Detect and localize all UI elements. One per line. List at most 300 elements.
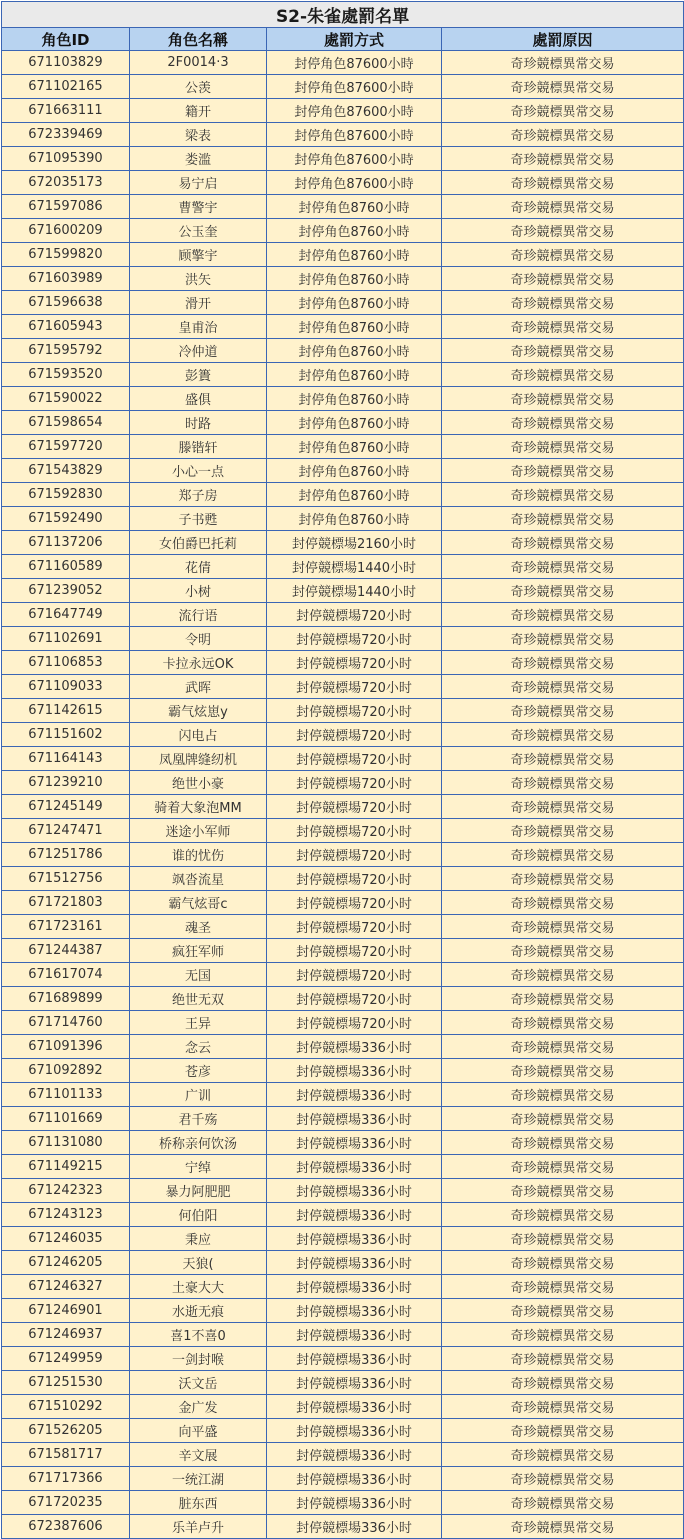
- column-header-role-name: 角色名稱: [130, 28, 267, 51]
- penalty-method-cell: 封停競標場336小时: [267, 1083, 442, 1107]
- role-id-cell: 671142615: [2, 699, 130, 723]
- role-name-cell: 秉应: [130, 1227, 267, 1251]
- role-name-cell: 沃文岳: [130, 1371, 267, 1395]
- role-id-cell: 671245149: [2, 795, 130, 819]
- role-id-cell: 671723161: [2, 915, 130, 939]
- role-id-cell: 671593520: [2, 363, 130, 387]
- role-id-cell: 671592830: [2, 483, 130, 507]
- penalty-method-cell: 封停角色8760小時: [267, 363, 442, 387]
- role-id-cell: 671243123: [2, 1203, 130, 1227]
- table-row: [2, 363, 684, 387]
- role-name-cell: 辛文展: [130, 1443, 267, 1467]
- penalty-method-cell: 封停競標場336小时: [267, 1131, 442, 1155]
- role-name-cell: 2F0014·3: [130, 51, 267, 75]
- penalty-method-cell: 封停競標場720小时: [267, 843, 442, 867]
- role-name-cell: 水逝无痕: [130, 1299, 267, 1323]
- penalty-method-cell: 封停競標場720小时: [267, 963, 442, 987]
- role-name-cell: 飒沓流星: [130, 867, 267, 891]
- penalty-reason-cell: 奇珍競標異常交易: [442, 963, 684, 987]
- role-name-cell: 乐羊卢升: [130, 1515, 267, 1539]
- penalty-method-cell: 封停競標場720小时: [267, 915, 442, 939]
- role-name-cell: 绝世小豪: [130, 771, 267, 795]
- table-row: [2, 531, 684, 555]
- role-name-cell: 天狼(: [130, 1251, 267, 1275]
- role-id-cell: 671095390: [2, 147, 130, 171]
- penalty-method-cell: 封停競標場336小时: [267, 1371, 442, 1395]
- table-row: [2, 1371, 684, 1395]
- role-name-cell: 君千殇: [130, 1107, 267, 1131]
- role-name-cell: 娄滥: [130, 147, 267, 171]
- penalty-reason-cell: 奇珍競標異常交易: [442, 603, 684, 627]
- penalty-method-cell: 封停競標場336小时: [267, 1059, 442, 1083]
- penalty-method-cell: 封停競標場720小时: [267, 987, 442, 1011]
- role-name-cell: 顾擎宇: [130, 243, 267, 267]
- role-name-cell: 令明: [130, 627, 267, 651]
- penalty-reason-cell: 奇珍競標異常交易: [442, 1179, 684, 1203]
- table-row: [2, 171, 684, 195]
- role-name-cell: 暴力阿肥肥: [130, 1179, 267, 1203]
- role-name-cell: 绝世无双: [130, 987, 267, 1011]
- penalty-method-cell: 封停角色8760小時: [267, 435, 442, 459]
- penalty-reason-cell: 奇珍競標異常交易: [442, 1203, 684, 1227]
- table-row: [2, 1155, 684, 1179]
- penalty-reason-cell: 奇珍競標異常交易: [442, 867, 684, 891]
- penalty-reason-cell: 奇珍競標異常交易: [442, 507, 684, 531]
- role-name-cell: 滕锴轩: [130, 435, 267, 459]
- penalty-reason-cell: 奇珍競標異常交易: [442, 1395, 684, 1419]
- penalty-method-cell: 封停角色8760小時: [267, 195, 442, 219]
- table-row: [2, 699, 684, 723]
- penalty-reason-cell: 奇珍競標異常交易: [442, 1323, 684, 1347]
- penalty-method-cell: 封停角色8760小時: [267, 387, 442, 411]
- penalty-reason-cell: 奇珍競標異常交易: [442, 1419, 684, 1443]
- penalty-reason-cell: 奇珍競標異常交易: [442, 435, 684, 459]
- role-name-cell: 一剑封喉: [130, 1347, 267, 1371]
- role-name-cell: 曹警宇: [130, 195, 267, 219]
- penalty-reason-cell: 奇珍競標異常交易: [442, 195, 684, 219]
- penalty-method-cell: 封停競標場720小时: [267, 771, 442, 795]
- penalty-method-cell: 封停角色87600小時: [267, 75, 442, 99]
- role-id-cell: 671109033: [2, 675, 130, 699]
- table-row: [2, 555, 684, 579]
- penalty-reason-cell: 奇珍競標異常交易: [442, 1443, 684, 1467]
- role-id-cell: 671137206: [2, 531, 130, 555]
- penalty-reason-cell: 奇珍競標異常交易: [442, 1011, 684, 1035]
- table-row: [2, 507, 684, 531]
- role-name-cell: 无国: [130, 963, 267, 987]
- role-id-cell: 671091396: [2, 1035, 130, 1059]
- table-row: [2, 603, 684, 627]
- penalty-reason-cell: 奇珍競標異常交易: [442, 483, 684, 507]
- penalty-method-cell: 封停競標場720小时: [267, 1011, 442, 1035]
- role-name-cell: 骑着大象泡MM: [130, 795, 267, 819]
- role-id-cell: 671512756: [2, 867, 130, 891]
- role-name-cell: 子书甦: [130, 507, 267, 531]
- role-name-cell: 凤凰牌缝纫机: [130, 747, 267, 771]
- penalty-reason-cell: 奇珍競標異常交易: [442, 171, 684, 195]
- role-id-cell: 671617074: [2, 963, 130, 987]
- role-name-cell: 魂圣: [130, 915, 267, 939]
- table-row: [2, 819, 684, 843]
- penalty-method-cell: 封停角色8760小時: [267, 339, 442, 363]
- table-row: [2, 435, 684, 459]
- role-id-cell: 671131080: [2, 1131, 130, 1155]
- penalty-reason-cell: 奇珍競標異常交易: [442, 1107, 684, 1131]
- penalty-reason-cell: 奇珍競標異常交易: [442, 1515, 684, 1539]
- penalty-method-cell: 封停競標場720小时: [267, 699, 442, 723]
- table-row: [2, 1443, 684, 1467]
- table-row: [2, 1419, 684, 1443]
- role-id-cell: 671721803: [2, 891, 130, 915]
- penalty-method-cell: 封停競標場720小时: [267, 627, 442, 651]
- table-row: [2, 51, 684, 75]
- table-row: [2, 915, 684, 939]
- penalty-method-cell: 封停角色8760小時: [267, 315, 442, 339]
- role-name-cell: 冷仲道: [130, 339, 267, 363]
- role-id-cell: 671160589: [2, 555, 130, 579]
- penalty-reason-cell: 奇珍競標異常交易: [442, 411, 684, 435]
- role-name-cell: 卡拉永远OK: [130, 651, 267, 675]
- role-name-cell: 喜1不喜0: [130, 1323, 267, 1347]
- table-row: [2, 75, 684, 99]
- role-id-cell: 671251530: [2, 1371, 130, 1395]
- role-name-cell: 易宁启: [130, 171, 267, 195]
- penalty-method-cell: 封停競標場1440小时: [267, 555, 442, 579]
- role-name-cell: 金广发: [130, 1395, 267, 1419]
- table-row: [2, 1299, 684, 1323]
- penalty-method-cell: 封停角色87600小時: [267, 99, 442, 123]
- table-row: [2, 1515, 684, 1539]
- penalty-method-cell: 封停競標場336小时: [267, 1323, 442, 1347]
- role-name-cell: 霸气炫哥c: [130, 891, 267, 915]
- table-row: [2, 939, 684, 963]
- role-id-cell: 671689899: [2, 987, 130, 1011]
- penalty-method-cell: 封停競標場336小时: [267, 1419, 442, 1443]
- role-name-cell: 宁绰: [130, 1155, 267, 1179]
- table-row: [2, 891, 684, 915]
- role-name-cell: 小树: [130, 579, 267, 603]
- penalty-method-cell: 封停競標場336小时: [267, 1515, 442, 1539]
- table-row: [2, 1467, 684, 1491]
- penalty-reason-cell: 奇珍競標異常交易: [442, 123, 684, 147]
- penalty-method-cell: 封停競標場720小时: [267, 747, 442, 771]
- penalty-method-cell: 封停競標場336小时: [267, 1275, 442, 1299]
- role-id-cell: 671510292: [2, 1395, 130, 1419]
- role-id-cell: 671590022: [2, 387, 130, 411]
- penalty-reason-cell: 奇珍競標異常交易: [442, 939, 684, 963]
- penalty-reason-cell: 奇珍競標異常交易: [442, 459, 684, 483]
- table-row: [2, 867, 684, 891]
- penalty-reason-cell: 奇珍競標異常交易: [442, 1131, 684, 1155]
- penalty-method-cell: 封停競標場336小时: [267, 1443, 442, 1467]
- penalty-reason-cell: 奇珍競標異常交易: [442, 891, 684, 915]
- role-name-cell: 滑开: [130, 291, 267, 315]
- penalty-method-cell: 封停競標場720小时: [267, 795, 442, 819]
- role-id-cell: 671526205: [2, 1419, 130, 1443]
- table-row: [2, 1323, 684, 1347]
- role-name-cell: 郑子房: [130, 483, 267, 507]
- table-row: [2, 99, 684, 123]
- role-id-cell: 671597086: [2, 195, 130, 219]
- penalty-reason-cell: 奇珍競標異常交易: [442, 99, 684, 123]
- penalty-reason-cell: 奇珍競標異常交易: [442, 1371, 684, 1395]
- penalty-method-cell: 封停競標場720小时: [267, 723, 442, 747]
- role-name-cell: 彭簣: [130, 363, 267, 387]
- table-row: [2, 1347, 684, 1371]
- role-id-cell: 672339469: [2, 123, 130, 147]
- table-row: [2, 795, 684, 819]
- role-id-cell: 671103829: [2, 51, 130, 75]
- role-id-cell: 671246035: [2, 1227, 130, 1251]
- table-row: [2, 123, 684, 147]
- role-name-cell: 小心一点: [130, 459, 267, 483]
- role-name-cell: 女伯爵巴托莉: [130, 531, 267, 555]
- penalty-method-cell: 封停角色8760小時: [267, 459, 442, 483]
- penalty-reason-cell: 奇珍競標異常交易: [442, 1155, 684, 1179]
- table-row: [2, 1179, 684, 1203]
- table-row: [2, 315, 684, 339]
- penalty-reason-cell: 奇珍競標異常交易: [442, 1491, 684, 1515]
- role-id-cell: 671247471: [2, 819, 130, 843]
- role-id-cell: 671092892: [2, 1059, 130, 1083]
- table-row: [2, 675, 684, 699]
- role-id-cell: 671603989: [2, 267, 130, 291]
- penalty-method-cell: 封停角色87600小時: [267, 171, 442, 195]
- penalty-method-cell: 封停競標場336小时: [267, 1467, 442, 1491]
- role-id-cell: 671246937: [2, 1323, 130, 1347]
- title-row: [2, 2, 684, 28]
- table-row: [2, 1251, 684, 1275]
- penalty-method-cell: 封停角色8760小時: [267, 243, 442, 267]
- table-title: S2-朱雀處罰名單: [2, 2, 684, 28]
- role-id-cell: 671600209: [2, 219, 130, 243]
- table-row: [2, 651, 684, 675]
- role-id-cell: 671246205: [2, 1251, 130, 1275]
- role-id-cell: 672387606: [2, 1515, 130, 1539]
- penalty-reason-cell: 奇珍競標異常交易: [442, 1467, 684, 1491]
- role-id-cell: 671597720: [2, 435, 130, 459]
- table-row: [2, 1203, 684, 1227]
- role-name-cell: 桥称亲何饮汤: [130, 1131, 267, 1155]
- table-row: [2, 291, 684, 315]
- role-name-cell: 苍彦: [130, 1059, 267, 1083]
- role-id-cell: 671599820: [2, 243, 130, 267]
- penalty-method-cell: 封停角色8760小時: [267, 411, 442, 435]
- table-row: [2, 1395, 684, 1419]
- penalty-reason-cell: 奇珍競標異常交易: [442, 627, 684, 651]
- penalty-method-cell: 封停競標場336小时: [267, 1395, 442, 1419]
- table-row: [2, 1107, 684, 1131]
- role-id-cell: 671717366: [2, 1467, 130, 1491]
- role-id-cell: 671106853: [2, 651, 130, 675]
- table-row: [2, 411, 684, 435]
- role-id-cell: 671605943: [2, 315, 130, 339]
- penalty-method-cell: 封停競標場720小时: [267, 675, 442, 699]
- role-id-cell: 671246901: [2, 1299, 130, 1323]
- role-id-cell: 671592490: [2, 507, 130, 531]
- role-name-cell: 霸气炫崽y: [130, 699, 267, 723]
- penalty-reason-cell: 奇珍競標異常交易: [442, 339, 684, 363]
- role-name-cell: 皇甫治: [130, 315, 267, 339]
- penalty-method-cell: 封停競標場336小时: [267, 1251, 442, 1275]
- penalty-reason-cell: 奇珍競標異常交易: [442, 267, 684, 291]
- penalty-reason-cell: 奇珍競標異常交易: [442, 219, 684, 243]
- penalty-method-cell: 封停競標場336小时: [267, 1203, 442, 1227]
- role-id-cell: 671647749: [2, 603, 130, 627]
- penalty-reason-cell: 奇珍競標異常交易: [442, 1251, 684, 1275]
- table-row: [2, 1131, 684, 1155]
- table-row: [2, 339, 684, 363]
- column-header-penalty-method: 處罰方式: [267, 28, 442, 51]
- penalty-reason-cell: 奇珍競標異常交易: [442, 1227, 684, 1251]
- penalty-reason-cell: 奇珍競標異常交易: [442, 795, 684, 819]
- penalty-reason-cell: 奇珍競標異常交易: [442, 819, 684, 843]
- role-name-cell: 土豪大大: [130, 1275, 267, 1299]
- table-row: [2, 843, 684, 867]
- penalty-method-cell: 封停競標場720小时: [267, 867, 442, 891]
- penalty-reason-cell: 奇珍競標異常交易: [442, 387, 684, 411]
- penalty-reason-cell: 奇珍競標異常交易: [442, 147, 684, 171]
- penalty-reason-cell: 奇珍競標異常交易: [442, 243, 684, 267]
- penalty-reason-cell: 奇珍競標異常交易: [442, 1347, 684, 1371]
- penalty-method-cell: 封停競標場720小时: [267, 819, 442, 843]
- penalty-reason-cell: 奇珍競標異常交易: [442, 1059, 684, 1083]
- role-name-cell: 武晖: [130, 675, 267, 699]
- penalty-reason-cell: 奇珍競標異常交易: [442, 843, 684, 867]
- penalty-reason-cell: 奇珍競標異常交易: [442, 723, 684, 747]
- penalty-method-cell: 封停競標場336小时: [267, 1347, 442, 1371]
- penalty-reason-cell: 奇珍競標異常交易: [442, 1035, 684, 1059]
- penalty-reason-cell: 奇珍競標異常交易: [442, 315, 684, 339]
- table-row: [2, 483, 684, 507]
- column-header-penalty-reason: 處罰原因: [442, 28, 684, 51]
- role-name-cell: 迷途小军师: [130, 819, 267, 843]
- table-row: [2, 1275, 684, 1299]
- role-name-cell: 花倩: [130, 555, 267, 579]
- penalty-reason-cell: 奇珍競標異常交易: [442, 579, 684, 603]
- role-id-cell: 671720235: [2, 1491, 130, 1515]
- role-id-cell: 671101669: [2, 1107, 130, 1131]
- table-row: [2, 147, 684, 171]
- role-id-cell: 671581717: [2, 1443, 130, 1467]
- role-name-cell: 流行语: [130, 603, 267, 627]
- table-row: [2, 1491, 684, 1515]
- penalty-reason-cell: 奇珍競標異常交易: [442, 1083, 684, 1107]
- penalty-reason-cell: 奇珍競標異常交易: [442, 699, 684, 723]
- role-id-cell: 671239210: [2, 771, 130, 795]
- role-id-cell: 672035173: [2, 171, 130, 195]
- penalty-method-cell: 封停競標場336小时: [267, 1491, 442, 1515]
- penalty-reason-cell: 奇珍競標異常交易: [442, 915, 684, 939]
- penalty-reason-cell: 奇珍競標異常交易: [442, 1299, 684, 1323]
- penalty-method-cell: 封停角色8760小時: [267, 267, 442, 291]
- role-name-cell: 公羡: [130, 75, 267, 99]
- table-row: [2, 723, 684, 747]
- role-name-cell: 洪矢: [130, 267, 267, 291]
- role-name-cell: 梁表: [130, 123, 267, 147]
- role-id-cell: 671102691: [2, 627, 130, 651]
- penalty-method-cell: 封停角色8760小時: [267, 219, 442, 243]
- table-row: [2, 1011, 684, 1035]
- role-name-cell: 一统江湖: [130, 1467, 267, 1491]
- role-id-cell: 671251786: [2, 843, 130, 867]
- penalty-method-cell: 封停競標場336小时: [267, 1035, 442, 1059]
- table-row: [2, 579, 684, 603]
- table-row: [2, 387, 684, 411]
- penalty-method-cell: 封停角色8760小時: [267, 483, 442, 507]
- table-row: [2, 243, 684, 267]
- penalty-reason-cell: 奇珍競標異常交易: [442, 531, 684, 555]
- penalty-method-cell: 封停競標場336小时: [267, 1107, 442, 1131]
- role-id-cell: 671598654: [2, 411, 130, 435]
- role-name-cell: 时路: [130, 411, 267, 435]
- penalty-method-cell: 封停競標場336小时: [267, 1179, 442, 1203]
- role-id-cell: 671239052: [2, 579, 130, 603]
- table-row: [2, 1059, 684, 1083]
- penalty-method-cell: 封停角色87600小時: [267, 51, 442, 75]
- penalty-reason-cell: 奇珍競標異常交易: [442, 675, 684, 699]
- table-body: [2, 51, 684, 1539]
- penalty-list-table: [1, 1, 684, 1539]
- penalty-method-cell: 封停角色87600小時: [267, 147, 442, 171]
- role-id-cell: 671543829: [2, 459, 130, 483]
- penalty-method-cell: 封停競標場720小时: [267, 651, 442, 675]
- table-row: [2, 267, 684, 291]
- role-name-cell: 盛俱: [130, 387, 267, 411]
- table-row: [2, 771, 684, 795]
- role-name-cell: 闪电占: [130, 723, 267, 747]
- table-row: [2, 459, 684, 483]
- role-name-cell: 脏东西: [130, 1491, 267, 1515]
- penalty-reason-cell: 奇珍競標異常交易: [442, 291, 684, 315]
- penalty-reason-cell: 奇珍競標異常交易: [442, 555, 684, 579]
- role-name-cell: 公玉奎: [130, 219, 267, 243]
- penalty-method-cell: 封停競標場336小时: [267, 1299, 442, 1323]
- penalty-method-cell: 封停競標場720小时: [267, 939, 442, 963]
- penalty-reason-cell: 奇珍競標異常交易: [442, 1275, 684, 1299]
- role-name-cell: 何伯阳: [130, 1203, 267, 1227]
- table-row: [2, 219, 684, 243]
- role-id-cell: 671244387: [2, 939, 130, 963]
- penalty-reason-cell: 奇珍競標異常交易: [442, 363, 684, 387]
- column-header-role-id: 角色ID: [2, 28, 130, 51]
- penalty-reason-cell: 奇珍競標異常交易: [442, 75, 684, 99]
- role-name-cell: 王异: [130, 1011, 267, 1035]
- role-name-cell: 念云: [130, 1035, 267, 1059]
- penalty-method-cell: 封停競標場720小时: [267, 891, 442, 915]
- penalty-reason-cell: 奇珍競標異常交易: [442, 747, 684, 771]
- table-row: [2, 1083, 684, 1107]
- role-id-cell: 671714760: [2, 1011, 130, 1035]
- penalty-reason-cell: 奇珍競標異常交易: [442, 771, 684, 795]
- penalty-method-cell: 封停競標場2160小时: [267, 531, 442, 555]
- role-id-cell: 671249959: [2, 1347, 130, 1371]
- role-id-cell: 671102165: [2, 75, 130, 99]
- penalty-reason-cell: 奇珍競標異常交易: [442, 51, 684, 75]
- role-name-cell: 疯狂军师: [130, 939, 267, 963]
- role-id-cell: 671595792: [2, 339, 130, 363]
- role-id-cell: 671246327: [2, 1275, 130, 1299]
- role-id-cell: 671242323: [2, 1179, 130, 1203]
- table-row: [2, 963, 684, 987]
- role-name-cell: 谁的忧伤: [130, 843, 267, 867]
- table-row: [2, 987, 684, 1011]
- role-name-cell: 广训: [130, 1083, 267, 1107]
- role-id-cell: 671596638: [2, 291, 130, 315]
- role-id-cell: 671663111: [2, 99, 130, 123]
- table-row: [2, 1227, 684, 1251]
- penalty-method-cell: 封停角色8760小時: [267, 507, 442, 531]
